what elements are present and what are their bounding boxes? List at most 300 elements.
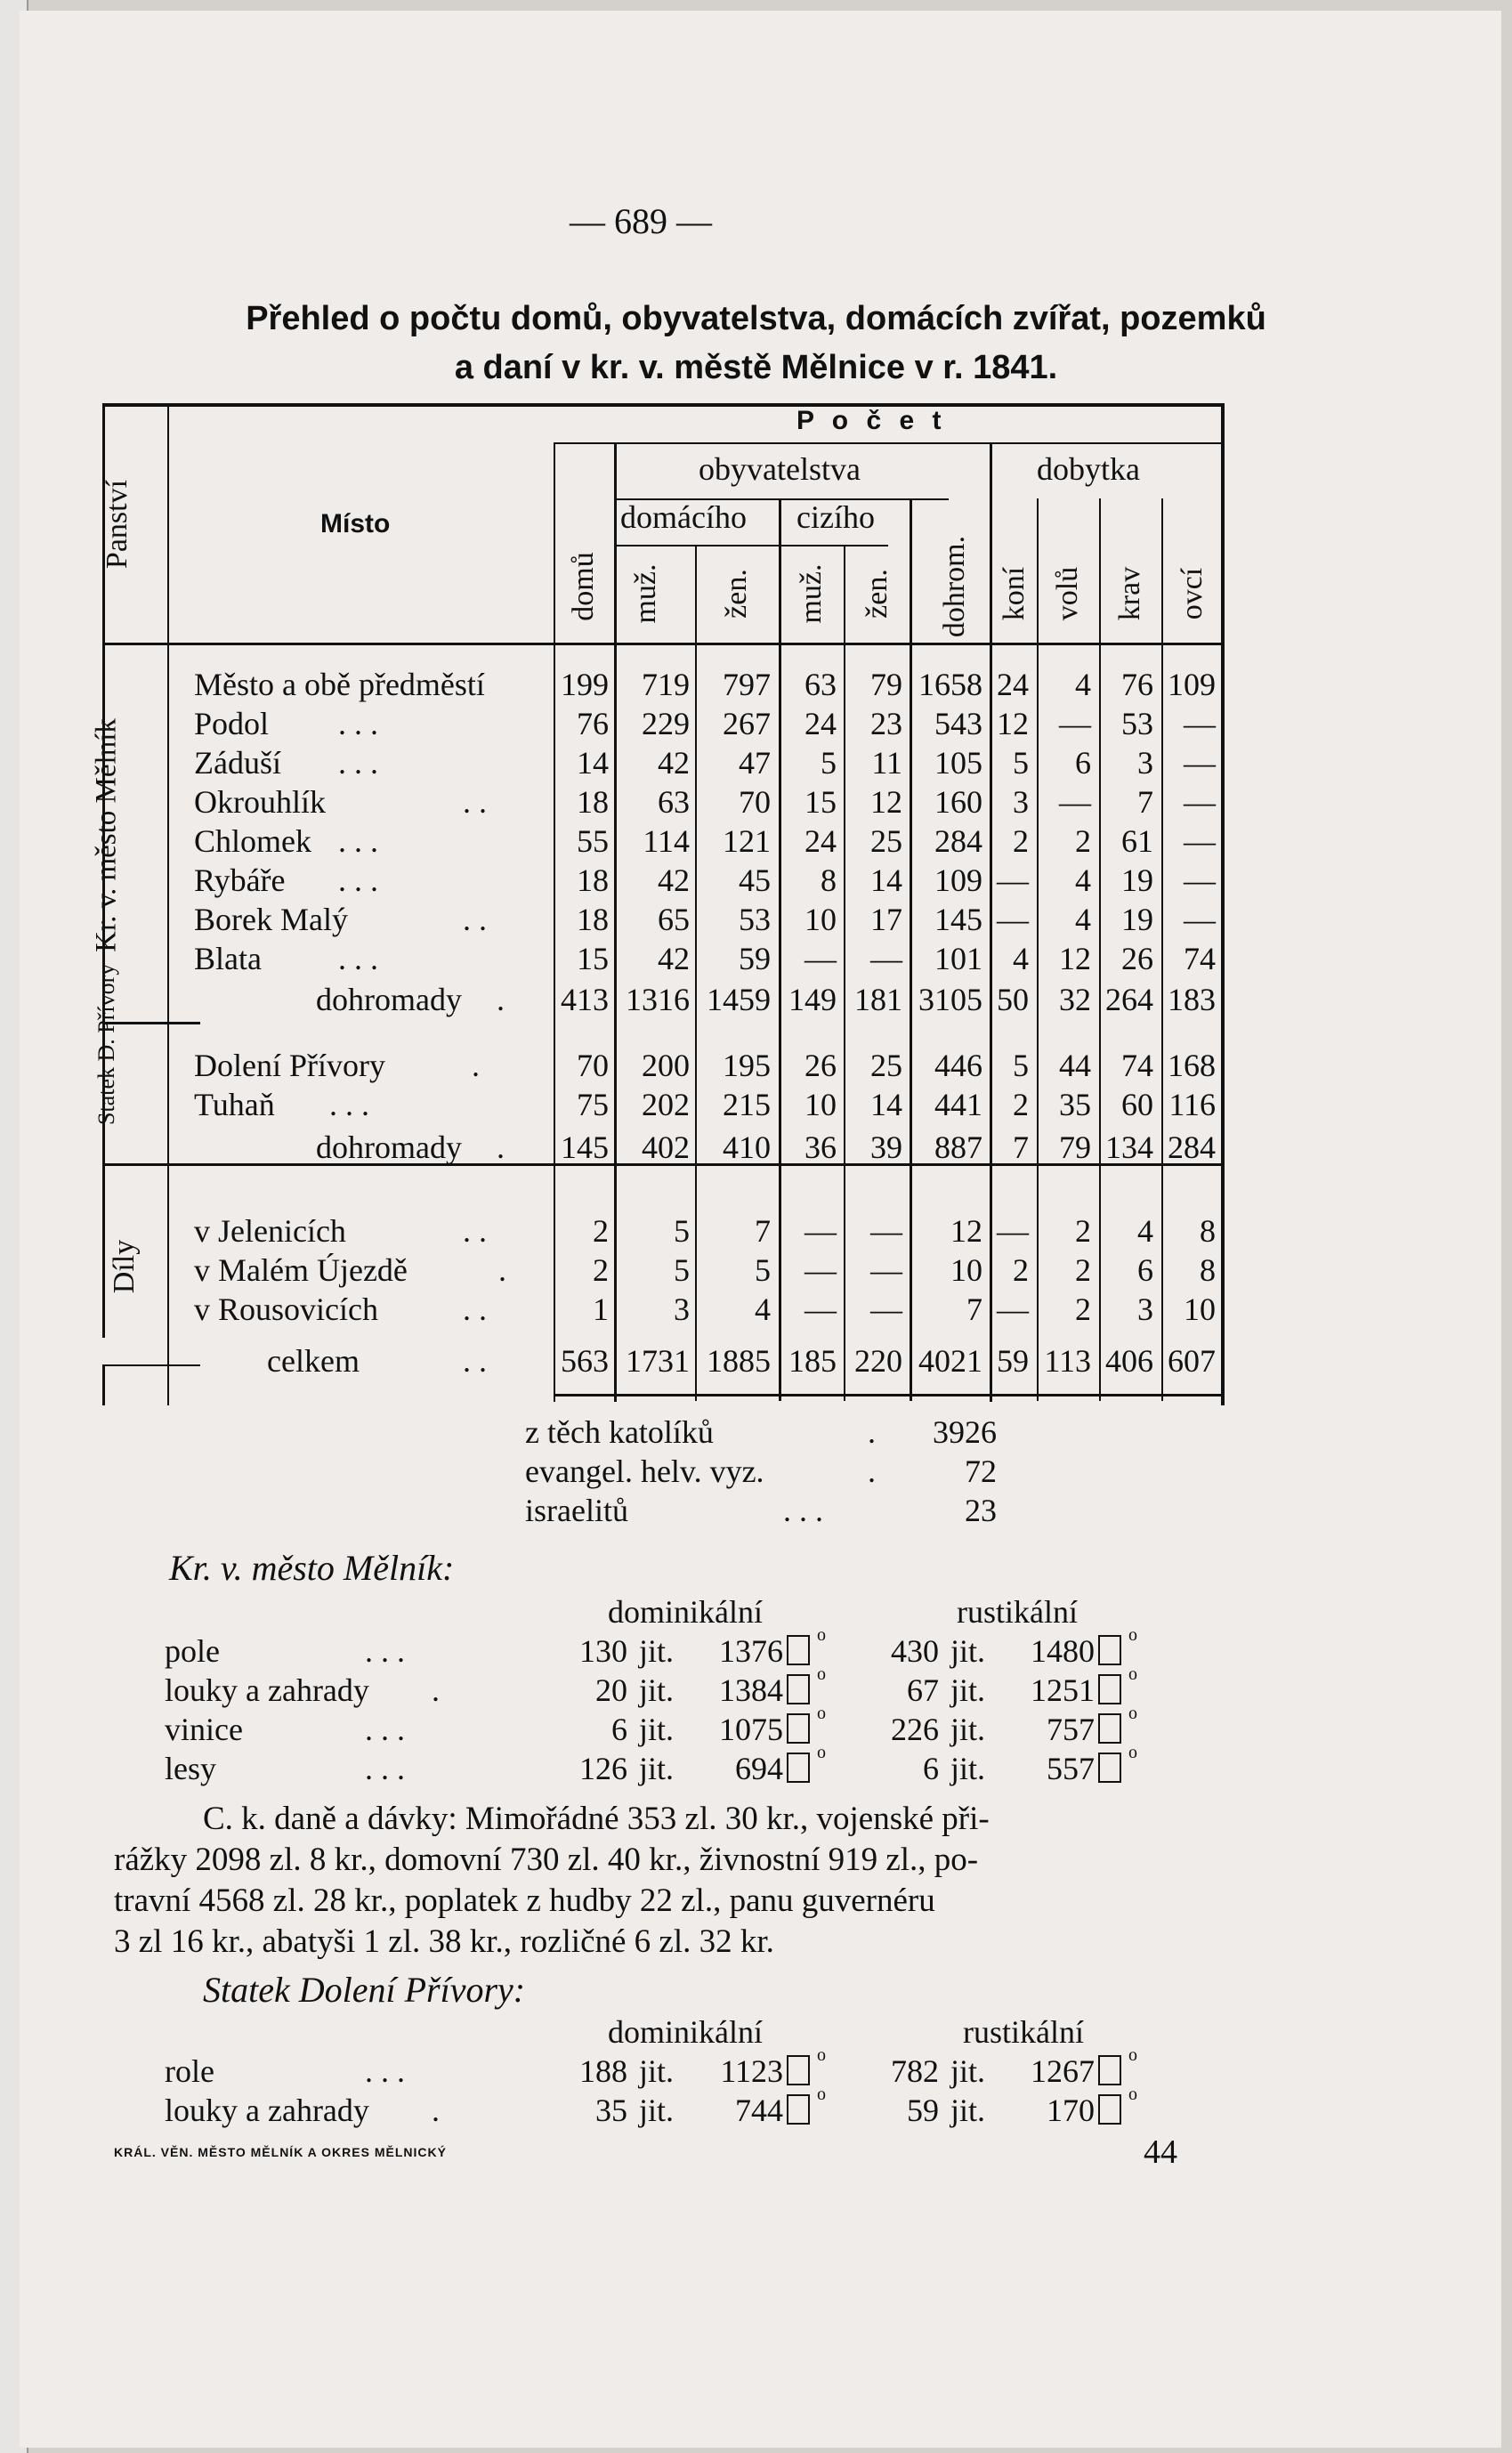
land-sup: o — [1128, 1664, 1137, 1684]
header-zen-2: žen. — [861, 569, 893, 619]
row-place-label: Podol — [194, 706, 270, 741]
cell-volu: 79 — [1059, 1129, 1091, 1165]
cell-zen-cizi: 14 — [870, 1087, 902, 1122]
row-place-label: Borek Malý — [194, 902, 348, 937]
cell-dohrom: 543 — [934, 706, 982, 741]
land-rus-sq: 1267 — [1031, 2053, 1095, 2089]
row-place-label: Záduší — [194, 745, 281, 781]
cell-dohrom: 101 — [934, 941, 982, 976]
cell-koni: 7 — [1013, 1129, 1029, 1165]
cell-volu: 113 — [1044, 1343, 1091, 1379]
cell-koni: 3 — [1013, 784, 1029, 820]
cell-zen-cizi: 25 — [870, 823, 902, 859]
cell-muz-domaci: 63 — [658, 784, 690, 820]
cell-muz-cizi: 24 — [805, 823, 837, 859]
cell-muz-domaci: 229 — [642, 706, 690, 741]
cell-dohrom: 446 — [934, 1048, 982, 1083]
land-unit: jit. — [950, 1712, 986, 1747]
land-dom-sq: 1384 — [719, 1672, 783, 1708]
religion-dots: . — [868, 1453, 876, 1489]
cell-ovci: 168 — [1168, 1048, 1216, 1083]
cell-zen-domaci: 47 — [739, 745, 771, 781]
cell-muz-cizi: 15 — [805, 784, 837, 820]
land-unit: jit. — [950, 1672, 986, 1708]
cell-domu: 1 — [593, 1291, 609, 1327]
cell-muz-domaci: 42 — [658, 862, 690, 898]
header-dobytka: dobytka — [1037, 451, 1140, 487]
land-leader-dots: . . . — [365, 1633, 405, 1669]
row-leader-dots: . — [498, 1252, 506, 1288]
cell-ovci: 183 — [1168, 982, 1216, 1017]
land-rus-jitra: 59 — [907, 2093, 939, 2128]
cell-krav: 4 — [1137, 1213, 1153, 1249]
cell-muz-domaci: 65 — [658, 902, 690, 937]
group-label-statek: Statek D. Přívory — [93, 963, 119, 1125]
cell-ovci: 8 — [1200, 1213, 1216, 1249]
land-unit: jit. — [950, 1633, 986, 1669]
land-rus-jitra: 226 — [891, 1712, 939, 1747]
row-leader-dots: . . — [463, 784, 487, 820]
land-rus-sq: 1480 — [1031, 1633, 1095, 1669]
land-rus-sq: 757 — [1047, 1712, 1095, 1747]
land-unit: jit. — [639, 2093, 675, 2128]
cell-dohrom: 4021 — [918, 1343, 982, 1379]
row-place-label: v Jelenicích — [194, 1213, 346, 1249]
header-pocet: P o č e t — [796, 406, 947, 435]
cell-koni: 2 — [1013, 823, 1029, 859]
cell-dohrom: 284 — [934, 823, 982, 859]
row-place-label: v Malém Újezdě — [194, 1252, 408, 1288]
land-dom-sq: 1075 — [719, 1712, 783, 1747]
land-rus-jitra: 67 — [907, 1672, 939, 1708]
cell-muz-cizi: 149 — [788, 982, 837, 1017]
cell-zen-cizi: 79 — [870, 667, 902, 702]
cell-zen-domaci: 410 — [723, 1129, 771, 1165]
row-place-label: Rybáře — [194, 862, 286, 898]
land-label: louky a zahrady — [165, 2093, 369, 2128]
cell-muz-cizi: 185 — [788, 1343, 837, 1379]
square-fathom-icon — [1096, 1711, 1121, 1748]
cell-volu: 2 — [1075, 1252, 1091, 1288]
land-sup: o — [1128, 1625, 1137, 1645]
row-place-label: dohromady — [316, 1129, 462, 1165]
cell-dohrom: 441 — [934, 1087, 982, 1122]
religion-label: israelitů — [525, 1493, 628, 1528]
cell-domu: 14 — [577, 745, 609, 781]
header-koni: koní — [998, 566, 1031, 621]
cell-krav: 60 — [1121, 1087, 1153, 1122]
square-fathom-icon — [1096, 2092, 1121, 2129]
cell-muz-domaci: 1731 — [626, 1343, 690, 1379]
square-fathom-icon — [785, 1750, 810, 1787]
cell-dohrom: 145 — [934, 902, 982, 937]
cell-muz-domaci: 5 — [674, 1252, 690, 1288]
square-fathom-icon — [785, 2052, 810, 2090]
cell-muz-cizi: 63 — [805, 667, 837, 702]
row-leader-dots: . . . — [338, 823, 378, 859]
cell-zen-domaci: 121 — [723, 823, 771, 859]
cell-volu: 4 — [1075, 862, 1091, 898]
footer-imprint: KRÁL. VĚN. MĚSTO MĚLNÍK A OKRES MĚLNICKÝ — [114, 2145, 447, 2159]
cell-dohrom: 12 — [950, 1213, 982, 1249]
cell-ovci: — — [1184, 784, 1216, 820]
cell-muz-cizi: 10 — [805, 902, 837, 937]
land-unit: jit. — [950, 2053, 986, 2089]
cell-volu: 2 — [1075, 1291, 1091, 1327]
title-line-1: Přehled o počtu domů, obyvatelstva, domácích zvířat, pozemků — [246, 300, 1266, 337]
section1-col-dominikalni: dominikální — [608, 1594, 763, 1630]
cell-dohrom: 887 — [934, 1129, 982, 1165]
header-obyvatelstva: obyvatelstva — [699, 451, 861, 487]
cell-zen-domaci: 4 — [755, 1291, 771, 1327]
cell-domu: 199 — [561, 667, 609, 702]
land-unit: jit. — [950, 2093, 986, 2128]
cell-zen-cizi: 17 — [870, 902, 902, 937]
taxes-line: rážky 2098 zl. 8 kr., domovní 730 zl. 40 kr., živnostní 919 zl., po- — [114, 1842, 979, 1878]
land-rus-sq: 1251 — [1031, 1672, 1095, 1708]
cell-ovci: — — [1184, 745, 1216, 781]
cell-muz-domaci: 402 — [642, 1129, 690, 1165]
cell-krav: 134 — [1105, 1129, 1153, 1165]
land-dom-jitra: 126 — [579, 1751, 627, 1786]
cell-muz-domaci: 719 — [642, 667, 690, 702]
taxes-line: 3 zl 16 kr., abatyši 1 zl. 38 kr., rozličné 6 zl. 32 kr. — [114, 1923, 774, 1960]
land-rus-sq: 557 — [1047, 1751, 1095, 1786]
header-zen-1: žen. — [720, 569, 753, 619]
cell-krav: 6 — [1137, 1252, 1153, 1288]
land-dom-jitra: 130 — [579, 1633, 627, 1669]
row-leader-dots: . . — [463, 1291, 487, 1327]
land-sup: o — [817, 1625, 826, 1645]
cell-zen-domaci: 53 — [739, 902, 771, 937]
cell-zen-domaci: 1459 — [707, 982, 771, 1017]
header-dohrom: dohrom. — [938, 535, 971, 638]
cell-domu: 18 — [577, 862, 609, 898]
cell-koni: 12 — [997, 706, 1029, 741]
land-sup: o — [817, 1704, 826, 1723]
square-fathom-icon — [1096, 2052, 1121, 2090]
square-fathom-icon — [1096, 1632, 1121, 1670]
land-dom-jitra: 188 — [579, 2053, 627, 2089]
land-unit: jit. — [639, 1751, 675, 1786]
land-label: vinice — [165, 1712, 243, 1747]
cell-zen-domaci: 45 — [739, 862, 771, 898]
cell-koni: 2 — [1013, 1087, 1029, 1122]
cell-ovci: — — [1184, 862, 1216, 898]
cell-koni: 2 — [1013, 1252, 1029, 1288]
header-domaciho: domácího — [620, 499, 747, 535]
cell-krav: 61 — [1121, 823, 1153, 859]
cell-volu: — — [1059, 784, 1091, 820]
cell-krav: 26 — [1121, 941, 1153, 976]
cell-ovci: — — [1184, 902, 1216, 937]
section1-col-rustikalni: rustikální — [957, 1594, 1078, 1630]
cell-muz-cizi: — — [805, 1252, 837, 1288]
cell-muz-cizi: — — [805, 1213, 837, 1249]
land-sup: o — [817, 2045, 826, 2065]
row-leader-dots: . — [472, 1048, 480, 1083]
cell-dohrom: 7 — [966, 1291, 982, 1327]
cell-koni: 50 — [997, 982, 1029, 1017]
cell-muz-domaci: 42 — [658, 745, 690, 781]
cell-muz-domaci: 202 — [642, 1087, 690, 1122]
section2-col-dominikalni: dominikální — [608, 2014, 763, 2050]
land-leader-dots: . . . — [365, 1751, 405, 1786]
cell-zen-cizi: 11 — [871, 745, 902, 781]
cell-koni: — — [997, 902, 1029, 937]
land-sup: o — [1128, 2085, 1137, 2104]
cell-volu: 44 — [1059, 1048, 1091, 1083]
square-fathom-icon — [785, 1632, 810, 1670]
cell-dohrom: 3105 — [918, 982, 982, 1017]
row-place-label: Dolení Přívory — [194, 1048, 385, 1083]
cell-koni: — — [997, 862, 1029, 898]
cell-ovci: 74 — [1184, 941, 1216, 976]
cell-krav: 406 — [1105, 1343, 1153, 1379]
cell-zen-cizi: 14 — [870, 862, 902, 898]
land-leader-dots: . — [432, 2093, 440, 2128]
cell-dohrom: 105 — [934, 745, 982, 781]
cell-zen-cizi: 23 — [870, 706, 902, 741]
cell-krav: 264 — [1105, 982, 1153, 1017]
square-fathom-icon — [785, 1711, 810, 1748]
religion-value: 3926 — [933, 1414, 997, 1450]
cell-dohrom: 160 — [934, 784, 982, 820]
cell-domu: 2 — [593, 1213, 609, 1249]
cell-domu: 55 — [577, 823, 609, 859]
land-label: lesy — [165, 1751, 216, 1786]
cell-domu: 563 — [561, 1343, 609, 1379]
cell-domu: 2 — [593, 1252, 609, 1288]
cell-krav: 3 — [1137, 745, 1153, 781]
land-unit: jit. — [639, 1633, 675, 1669]
cell-zen-domaci: 267 — [723, 706, 771, 741]
cell-zen-cizi: 12 — [870, 784, 902, 820]
cell-muz-cizi: 36 — [805, 1129, 837, 1165]
row-place-label: dohromady — [316, 982, 462, 1017]
cell-zen-cizi: 25 — [870, 1048, 902, 1083]
header-krav: krav — [1113, 566, 1146, 621]
cell-zen-cizi: 220 — [854, 1343, 902, 1379]
cell-krav: 76 — [1121, 667, 1153, 702]
cell-volu: 12 — [1059, 941, 1091, 976]
land-label: pole — [165, 1633, 220, 1669]
cell-zen-domaci: 7 — [755, 1213, 771, 1249]
row-place-label: celkem — [267, 1343, 360, 1379]
land-rus-jitra: 430 — [891, 1633, 939, 1669]
taxes-line: C. k. daně a dávky: Mimořádné 353 zl. 30 kr., vojenské při- — [203, 1801, 990, 1837]
cell-muz-cizi: 10 — [805, 1087, 837, 1122]
section2-col-rustikalni: rustikální — [963, 2014, 1084, 2050]
religion-dots: . — [868, 1414, 876, 1450]
land-sup: o — [1128, 1743, 1137, 1762]
religion-dots: . . . — [783, 1493, 823, 1528]
cell-muz-domaci: 1316 — [626, 982, 690, 1017]
row-leader-dots: . . — [463, 902, 487, 937]
land-dom-sq: 744 — [735, 2093, 783, 2128]
land-sup: o — [817, 1664, 826, 1684]
cell-ovci: 116 — [1168, 1087, 1216, 1122]
row-place-label: Blata — [194, 941, 262, 976]
cell-domu: 76 — [577, 706, 609, 741]
land-unit: jit. — [639, 1712, 675, 1747]
cell-zen-domaci: 215 — [723, 1087, 771, 1122]
land-leader-dots: . . . — [365, 2053, 405, 2089]
cell-ovci: 284 — [1168, 1129, 1216, 1165]
group-label-mesto: Kr. v. město Mělník — [90, 718, 123, 952]
cell-ovci: 109 — [1168, 667, 1216, 702]
cell-volu: 2 — [1075, 1213, 1091, 1249]
cell-zen-domaci: 59 — [739, 941, 771, 976]
cell-krav: 53 — [1121, 706, 1153, 741]
cell-ovci: — — [1184, 706, 1216, 741]
cell-domu: 18 — [577, 902, 609, 937]
land-sup: o — [817, 1743, 826, 1762]
header-ciziho: cizího — [796, 499, 875, 535]
cell-volu: 32 — [1059, 982, 1091, 1017]
page-number: — 689 — — [570, 201, 712, 241]
cell-muz-cizi: — — [805, 941, 837, 976]
cell-zen-cizi: 181 — [854, 982, 902, 1017]
header-domu: domů — [567, 552, 600, 621]
section1-heading: Kr. v. město Mělník: — [169, 1548, 455, 1588]
cell-krav: 19 — [1121, 862, 1153, 898]
land-sup: o — [1128, 2045, 1137, 2065]
land-leader-dots: . . . — [365, 1712, 405, 1747]
cell-muz-domaci: 114 — [643, 823, 690, 859]
cell-volu: — — [1059, 706, 1091, 741]
cell-muz-domaci: 42 — [658, 941, 690, 976]
row-leader-dots: . . . — [338, 706, 378, 741]
cell-muz-cizi: 26 — [805, 1048, 837, 1083]
land-unit: jit. — [639, 1672, 675, 1708]
square-fathom-icon — [785, 2092, 810, 2129]
land-leader-dots: . — [432, 1672, 440, 1708]
land-dom-sq: 1376 — [719, 1633, 783, 1669]
cell-koni: 4 — [1013, 941, 1029, 976]
row-place-label: v Rousovicích — [194, 1291, 378, 1327]
header-muz-2: muž. — [795, 563, 828, 624]
cell-dohrom: 1658 — [918, 667, 982, 702]
cell-volu: 35 — [1059, 1087, 1091, 1122]
cell-domu: 413 — [561, 982, 609, 1017]
cell-dohrom: 109 — [934, 862, 982, 898]
cell-domu: 18 — [577, 784, 609, 820]
cell-zen-cizi: — — [870, 941, 902, 976]
cell-volu: 4 — [1075, 902, 1091, 937]
cell-ovci: 607 — [1168, 1343, 1216, 1379]
row-place-label: Tuhaň — [194, 1087, 275, 1122]
cell-muz-cizi: 5 — [821, 745, 837, 781]
land-dom-jitra: 35 — [595, 2093, 627, 2128]
row-place-label: Město a obě předměstí — [194, 667, 485, 702]
cell-muz-domaci: 5 — [674, 1213, 690, 1249]
land-rus-jitra: 782 — [891, 2053, 939, 2089]
cell-volu: 6 — [1075, 745, 1091, 781]
square-fathom-icon — [1096, 1672, 1121, 1709]
cell-volu: 4 — [1075, 667, 1091, 702]
cell-muz-cizi: 8 — [821, 862, 837, 898]
cell-koni: 24 — [997, 667, 1029, 702]
land-sup: o — [817, 2085, 826, 2104]
land-dom-sq: 1123 — [720, 2053, 783, 2089]
cell-koni: 5 — [1013, 745, 1029, 781]
group-label-dily: Díly — [108, 1239, 141, 1294]
land-dom-jitra: 6 — [611, 1712, 627, 1747]
cell-krav: 19 — [1121, 902, 1153, 937]
taxes-line: travní 4568 zl. 28 kr., poplatek z hudby 22 zl., panu guvernéru — [114, 1882, 935, 1919]
cell-zen-domaci: 797 — [723, 667, 771, 702]
cell-muz-domaci: 3 — [674, 1291, 690, 1327]
cell-koni: — — [997, 1213, 1029, 1249]
row-leader-dots: . . . — [338, 862, 378, 898]
cell-koni: 5 — [1013, 1048, 1029, 1083]
cell-zen-cizi: — — [870, 1291, 902, 1327]
cell-domu: 70 — [577, 1048, 609, 1083]
cell-koni: 59 — [997, 1343, 1029, 1379]
cell-zen-cizi: — — [870, 1213, 902, 1249]
cell-zen-cizi: — — [870, 1252, 902, 1288]
row-place-label: Okrouhlík — [194, 784, 326, 820]
land-label: role — [165, 2053, 214, 2089]
land-dom-jitra: 20 — [595, 1672, 627, 1708]
header-ovci: ovcí — [1176, 567, 1209, 620]
cell-zen-domaci: 70 — [739, 784, 771, 820]
cell-muz-cizi: 24 — [805, 706, 837, 741]
land-unit: jit. — [950, 1751, 986, 1786]
header-volu: volů — [1051, 566, 1084, 621]
land-sup: o — [1128, 1704, 1137, 1723]
cell-krav: 7 — [1137, 784, 1153, 820]
land-label: louky a zahrady — [165, 1672, 369, 1708]
cell-ovci: 8 — [1200, 1252, 1216, 1288]
land-unit: jit. — [639, 2053, 675, 2089]
title-line-2: a daní v kr. v. městě Mělnice v r. 1841. — [454, 349, 1058, 386]
header-muz-1: muž. — [629, 563, 662, 624]
cell-zen-domaci: 5 — [755, 1252, 771, 1288]
cell-domu: 15 — [577, 941, 609, 976]
square-fathom-icon — [1096, 1750, 1121, 1787]
cell-krav: 3 — [1137, 1291, 1153, 1327]
row-leader-dots: . — [497, 982, 505, 1017]
cell-muz-domaci: 200 — [642, 1048, 690, 1083]
cell-zen-cizi: 39 — [870, 1129, 902, 1165]
religion-label: evangel. helv. vyz. — [525, 1453, 764, 1489]
cell-domu: 75 — [577, 1087, 609, 1122]
section2-heading: Statek Dolení Přívory: — [203, 1970, 526, 2010]
header-panstvi: Panství — [101, 479, 133, 570]
row-leader-dots: . — [497, 1129, 505, 1165]
row-leader-dots: . . — [463, 1213, 487, 1249]
row-leader-dots: . . — [463, 1343, 487, 1379]
row-place-label: Chlomek — [194, 823, 311, 859]
square-fathom-icon — [785, 1672, 810, 1709]
cell-krav: 74 — [1121, 1048, 1153, 1083]
cell-ovci: 10 — [1184, 1291, 1216, 1327]
land-dom-sq: 694 — [735, 1751, 783, 1786]
cell-zen-domaci: 1885 — [707, 1343, 771, 1379]
religion-label: z těch katolíků — [525, 1414, 714, 1450]
land-rus-sq: 170 — [1047, 2093, 1095, 2128]
religion-value: 23 — [965, 1493, 997, 1528]
land-rus-jitra: 6 — [923, 1751, 939, 1786]
cell-volu: 2 — [1075, 823, 1091, 859]
header-misto: Místo — [320, 509, 391, 538]
cell-zen-domaci: 195 — [723, 1048, 771, 1083]
row-leader-dots: . . . — [338, 941, 378, 976]
row-leader-dots: . . . — [329, 1087, 369, 1122]
religion-value: 72 — [965, 1453, 997, 1489]
